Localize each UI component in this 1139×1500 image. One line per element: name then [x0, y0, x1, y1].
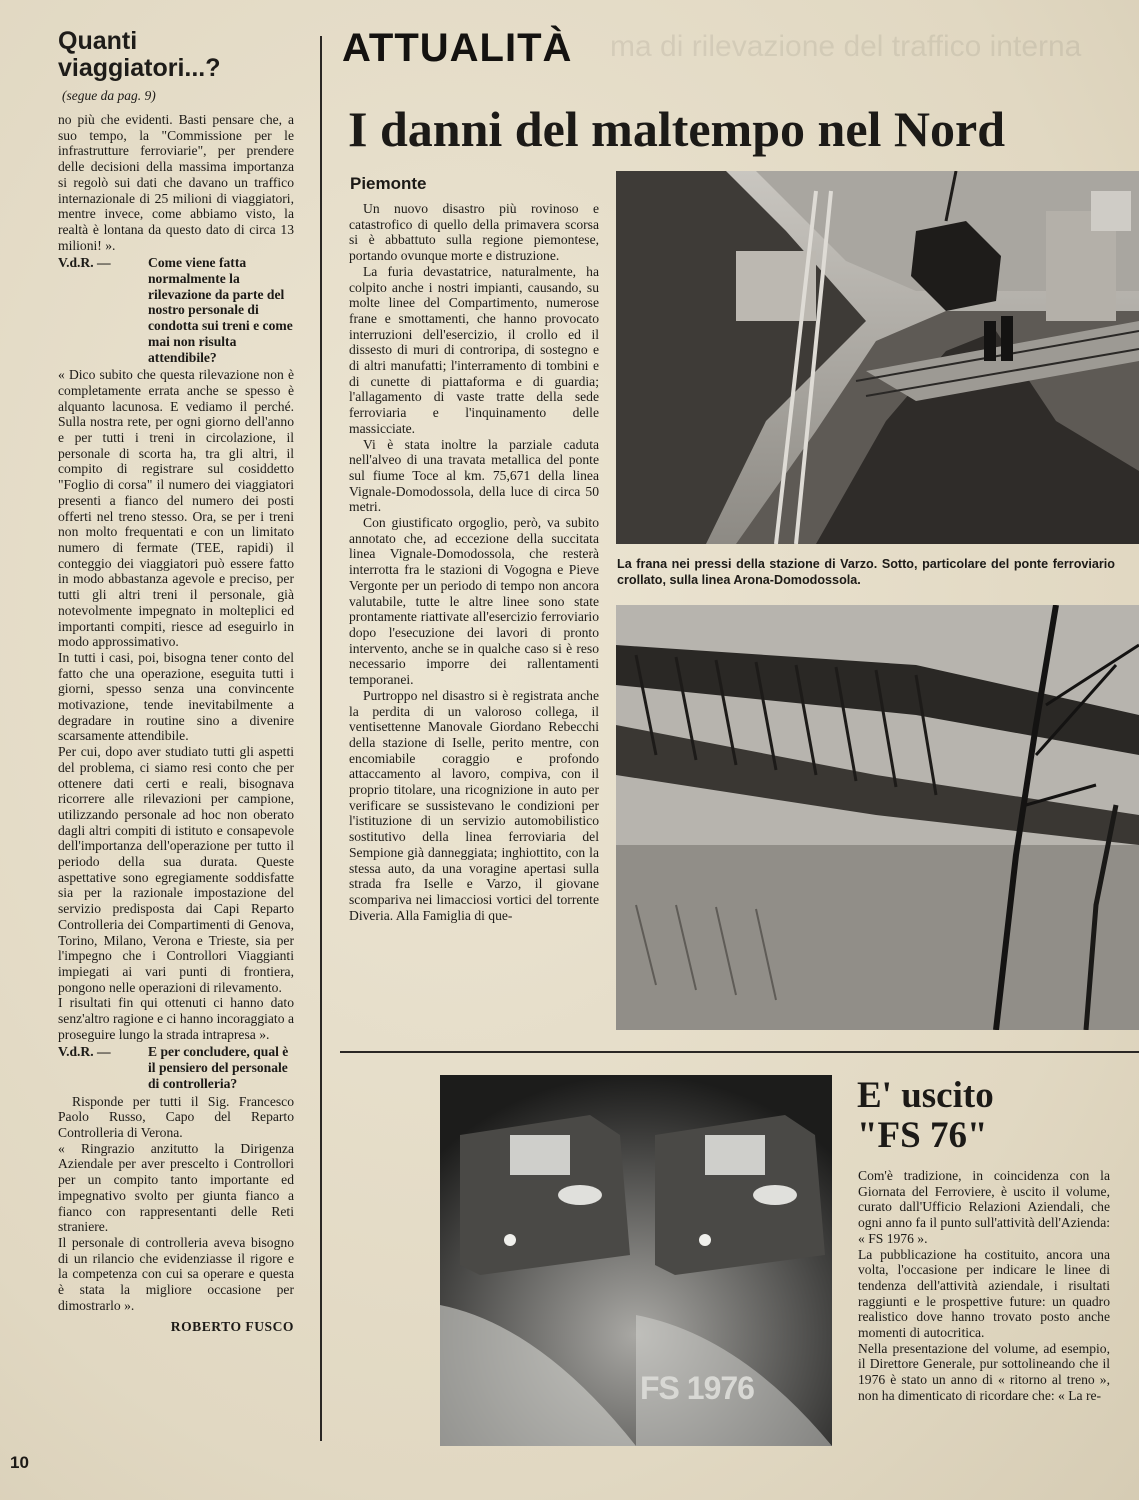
left-title-line2: viaggiatori...? — [58, 54, 221, 82]
left-paragraph: no più che evidenti. Basti pensare che, a suo tempo, la "Commissione per le infrastrutture ferroviarie", per prendere delle decisioni della massima importanza si regolò sui dati che davano un traffico internazionale di 25 milioni di viaggiatori, mentre invece, come abbiamo visto, la realtà è lontana da questo dato di circa 13 milioni! ». — [58, 112, 294, 253]
main-article-title: I danni del maltempo nel Nord — [348, 101, 1006, 157]
left-article — [58, 28, 294, 1335]
main-article-subhead: Piemonte — [350, 174, 427, 193]
bridge-photo — [616, 605, 1139, 1030]
left-paragraph: Per cui, dopo aver studiato tutti gli aspetti del problema, ci siamo resi conto che per ottenere dati certi e reali, bisognava ricorrere alle rilevazioni per campione, utilizzando personale ad hoc non oberato dagli altri compiti di istituto e consapevole dell'importanza dell'operazione per tutto il periodo della sua durata. Queste aspettative sono egregiamente soddisfatte sia per la razionale impostazione del servizio predisposta dai Capi Reparto Controlleria dei Compartimenti di Genova, Torino, Milano, Verona e Trieste, sia per l'impegno che i Controllori Viaggianti impiegati ai vari punti di frontiera, pongono nelle operazioni di rilevamento. — [58, 744, 294, 995]
fs76-article-body — [858, 1168, 1110, 1404]
page-number: 10 — [10, 1453, 29, 1472]
photo-caption: La frana nei pressi della stazione di Varzo. Sotto, particolare del ponte ferroviario crollato, sulla linea Arona-Domodossola. — [617, 557, 1115, 587]
left-article-body — [58, 112, 294, 1335]
main-paragraph: La furia devastatrice, naturalmente, ha colpito anche i nostri impianti, causando, su molte linee del Compartimento, numerose frane e smottamenti, che hanno provocato interruzioni dell'esercizio, il crollo ed il dissesto di muri di controripa, di sostegno e di altri manufatti; l'interramento di tombini e di cunette di piattaforma e di guardia; l'allagamento di vaste tratte della sede ferroviaria e l'inquinamento delle massicciate. — [349, 263, 599, 436]
main-paragraph: Purtroppo nel disastro si è registrata anche la perdita di un valoroso collega, il ventisettenne Manovale Giordano Rebecchi della stazione di Iselle, perito mentre, con encomiabile coraggio e profondo attaccamento al lavoro, compiva, con il proprio titolare, una ricognizione in auto per verificare se sussistevano le condizioni per l'istituzione di un servizio automobilistico sostitutivo della linea ferroviaria del Sempione già danneggiata; inghiottito, con la stessa auto, da una voragine apertasi sulla strada fra Iselle e Varzo, il giovane scompariva nei limacciosi vortici del torrente Diveria. Alla Famiglia di que- — [349, 687, 599, 923]
bridge-illustration — [616, 605, 1139, 1030]
author-signature: ROBERTO FUSCO — [170, 1319, 294, 1335]
interview-question — [58, 1044, 294, 1091]
fs76-paragraph: Nella presentazione del volume, ad esempio, il Direttore Generale, pur sottolineando che il 1976 è stato un anno di « ritorno al treno », non ha dimenticato di ricordare che: « La re- — [858, 1340, 1110, 1403]
train-cover-illustration — [440, 1075, 832, 1446]
main-paragraph: Con giustificato orgoglio, però, va subito annotato che, ad eccezione della succitata linea Vignale-Domodossola, che resterà interrotta fra le stazioni di Vogogna e Pieve Vergonte per un periodo di tempo non ancora valutabile, tutte le altre linee sono state prontamente riattivate all'esercizio ferroviario dopo l'esecuzione dei lavori di pronto intervento, anche se in qualche caso si è reso necessario imporre dei rallentamenti temporanei. — [349, 515, 599, 688]
question-text: Come viene fatta normalmente la rilevazione da parte del nostro personale di condotta sui treni e come mai non risulta attendibile? — [148, 255, 293, 365]
fs76-paragraph: Com'è tradizione, in coincidenza con la Giornata del Ferroviere, è uscito il volume, curato dall'Ufficio Relazioni Aziendali, che ogni anno fa il punto sull'attività dell'Azienda: « FS 1976 ». — [858, 1168, 1110, 1246]
question-text: E per concludere, qual è il pensiero del personale di controlleria? — [148, 1044, 289, 1091]
fs76-title-line2: "FS 76" — [857, 1115, 988, 1156]
left-article-title — [58, 28, 294, 82]
fs76-title-line1: E' uscito — [857, 1075, 994, 1116]
left-paragraph: Il personale di controlleria aveva bisogno di un rilancio che evidenziasse il rigore e la competenza con cui sa operare e questa è stata la migliore occasione per dimostrarlo ». — [58, 1234, 294, 1313]
question-tag: V.d.R. — — [58, 1044, 111, 1060]
left-title-line1: Quanti — [58, 27, 138, 55]
fs76-article-title — [857, 1076, 994, 1156]
fs76-paragraph: La pubblicazione ha costituito, ancora una volta, l'occasione per indicare le linee di tendenza dell'attività aziendale, i risultati raggiunti e le prospettive future: un quadro realistico dove hanno trovato posto anche momenti di autocritica. — [858, 1246, 1110, 1341]
main-article-body — [349, 201, 599, 923]
fs76-cover-photo — [440, 1075, 832, 1446]
continued-note: (segue da pag. 9) — [62, 88, 156, 103]
question-tag: V.d.R. — — [58, 255, 111, 271]
interview-question — [58, 255, 294, 365]
section-divider — [340, 1051, 1139, 1053]
left-paragraph: Risponde per tutti il Sig. Francesco Paolo Russo, Capo del Reparto Controlleria di Verona. — [58, 1093, 294, 1140]
left-paragraph: « Dico subito che questa rilevazione non è completamente errata anche se spesso è alquanto lacunosa. E vediamo il perché. Sulla nostra rete, per ogni giorno dell'anno e per tutti i treni in circolazione, il personale di scorta ha, tra gli altri, il compito di registrare sul cosiddetto "Foglio di corsa" il numero dei viaggiatori presenti a fianco del numero dei posti offerti nel treno stesso. Ora, se per i treni non molto frequentati e con un limitato numero di fermate (TEE, rapidi) il conteggio dei viaggiatori può essere fatto in modo abbastanza agevole e preciso, per tutti gli altri treni il personale, già notevolmente impegnato in molteplici ed importanti compiti, riesce ad eseguirlo in modo approssimativo. — [58, 367, 294, 650]
left-paragraph: « Ringrazio anzitutto la Dirigenza Aziendale per aver prescelto i Controllori per un compito tanto importante ed impegnativo svolto per giunta fianco a fianco con rappresentanti delle Reti straniere. — [58, 1140, 294, 1235]
main-paragraph: Un nuovo disastro più rovinoso e catastrofico di quello della primavera scorsa si è abbattuto sulla regione piemontese, portando ovunque morte e distruzione. — [349, 201, 599, 264]
left-paragraph: In tutti i casi, poi, bisogna tener conto del fatto che una operazione, eseguita tutti i giorni, spesso senza una convincente motivazione, tende inevitabilmente a degradare in routine sino a divenire scarsamente attendibile. — [58, 649, 294, 744]
cover-label: FS 1976 — [640, 1370, 754, 1406]
section-label: ATTUALITÀ — [342, 26, 573, 70]
landslide-photo — [616, 171, 1139, 544]
left-paragraph: I risultati fin qui ottenuti ci hanno dato senz'altro ragione e ci hanno incoraggiato a proseguire lungo la strada intrapresa ». — [58, 995, 294, 1042]
bleed-through-text: ma di rilevazione del traffico interna — [610, 30, 1082, 63]
column-divider — [320, 36, 322, 1441]
landslide-illustration — [616, 171, 1139, 544]
main-paragraph: Vi è stata inoltre la parziale caduta nell'alveo di una travata metallica del ponte sul fiume Toce al km. 75,671 della linea Vignale-Domodossola, della luce di circa 50 metri. — [349, 436, 599, 515]
